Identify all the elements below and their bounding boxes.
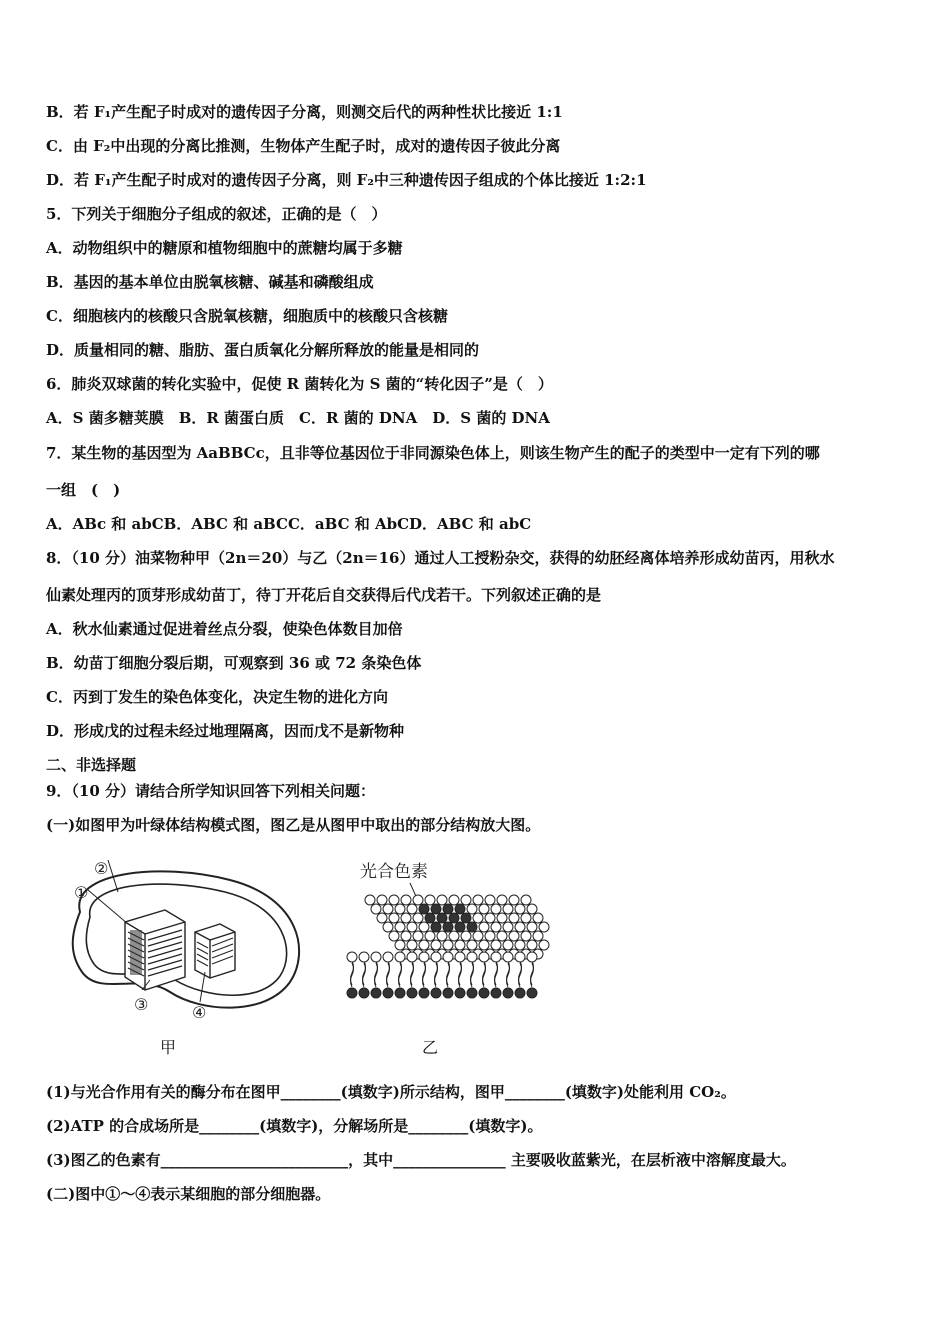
q8-option-d: D．形成戊的过程未经过地理隔离，因而戊不是新物种 <box>46 722 405 740</box>
phospholipid-bilayer <box>347 895 549 998</box>
q9-sub2: (2)ATP 的合成场所是________(填数字)，分解场所是________(填数字)。 <box>46 1117 543 1135</box>
label-3: ③ <box>134 995 149 1014</box>
q6-options: A．S 菌多糖荚膜 B．R 菌蛋白质 C．R 菌的 DNA D．S 菌的 DNA <box>46 409 550 427</box>
q8-stem-line2: 仙素处理丙的顶芽形成幼苗丁，待丁开花后自交获得后代戊若干。下列叙述正确的是 <box>46 586 602 604</box>
q5-option-a: A．动物组织中的糖原和植物细胞中的蔗糖均属于多糖 <box>46 239 403 257</box>
q7-stem-line1: 7．某生物的基因型为 AaBBCc，且非等位基因位于非同源染色体上，则该生物产生的配子的类型中一定有下列的哪 <box>46 444 820 462</box>
q4-option-d: D．若 F₁产生配子时成对的遗传因子分离，则 F₂中三种遗传因子组成的个体比接近 1:2:1 <box>46 171 647 189</box>
thylakoid-membrane-diagram <box>340 855 560 1015</box>
q9-part2-intro: (二)图中①～④表示某细胞的部分细胞器。 <box>46 1185 331 1203</box>
caption-jia: 甲 <box>160 1038 177 1057</box>
q8-stem-line1: 8．（10 分）油菜物种甲（2n＝20）与乙（2n＝16）通过人工授粉杂交，获得的幼胚经离体培养形成幼苗丙，用秋水 <box>46 549 835 567</box>
q8-option-c: C．丙到丁发生的染色体变化，决定生物的进化方向 <box>46 688 388 706</box>
q7-stem-line2: 一组 ( ) <box>46 481 121 499</box>
q9-stem: 9．（10 分）请结合所学知识回答下列相关问题： <box>46 782 376 800</box>
q4-option-c: C．由 F₂中出现的分离比推测，生物体产生配子时，成对的遗传因子彼此分离 <box>46 137 561 155</box>
q7-options: A．ABc 和 abCB．ABC 和 aBCC．aBC 和 AbCD．ABC 和 abC <box>46 515 532 533</box>
chloroplast-diagram <box>60 852 310 1027</box>
q5-option-b: B．基因的基本单位由脱氧核糖、碱基和磷酸组成 <box>46 273 374 291</box>
section-2-heading: 二、非选择题 <box>46 756 137 774</box>
q4-option-b: B．若 F₁产生配子时成对的遗传因子分离，则测交后代的两种性状比接近 1:1 <box>46 103 563 121</box>
label-4: ④ <box>192 1003 207 1022</box>
q9-sub3: (3)图乙的色素有_________________________，其中_______________ 主要吸收蓝紫光，在层析液中溶解度最大。 <box>46 1151 796 1169</box>
q5-stem: 5．下列关于细胞分子组成的叙述，正确的是（ ） <box>46 205 387 223</box>
q9-sub1: (1)与光合作用有关的酶分布在图甲________(填数字)所示结构，图甲________(填数字)处能利用 CO₂。 <box>46 1083 736 1101</box>
q5-option-d: D．质量相同的糖、脂肪、蛋白质氧化分解所释放的能量是相同的 <box>46 341 480 359</box>
caption-yi: 乙 <box>422 1038 439 1057</box>
label-2: ② <box>94 859 109 878</box>
q8-option-b: B．幼苗丁细胞分裂后期，可观察到 36 或 72 条染色体 <box>46 654 422 672</box>
pigment-label: 光合色素 <box>360 862 428 882</box>
q6-stem: 6．肺炎双球菌的转化实验中，促使 R 菌转化为 S 菌的“转化因子”是（ ） <box>46 375 553 393</box>
q8-option-a: A．秋水仙素通过促进着丝点分裂，使染色体数目加倍 <box>46 620 403 638</box>
q9-part1-intro: (一)如图甲为叶绿体结构模式图，图乙是从图甲中取出的部分结构放大图。 <box>46 816 541 834</box>
label-1: ① <box>74 883 89 902</box>
q5-option-c: C．细胞核内的核酸只含脱氧核糖，细胞质中的核酸只含核糖 <box>46 307 448 325</box>
